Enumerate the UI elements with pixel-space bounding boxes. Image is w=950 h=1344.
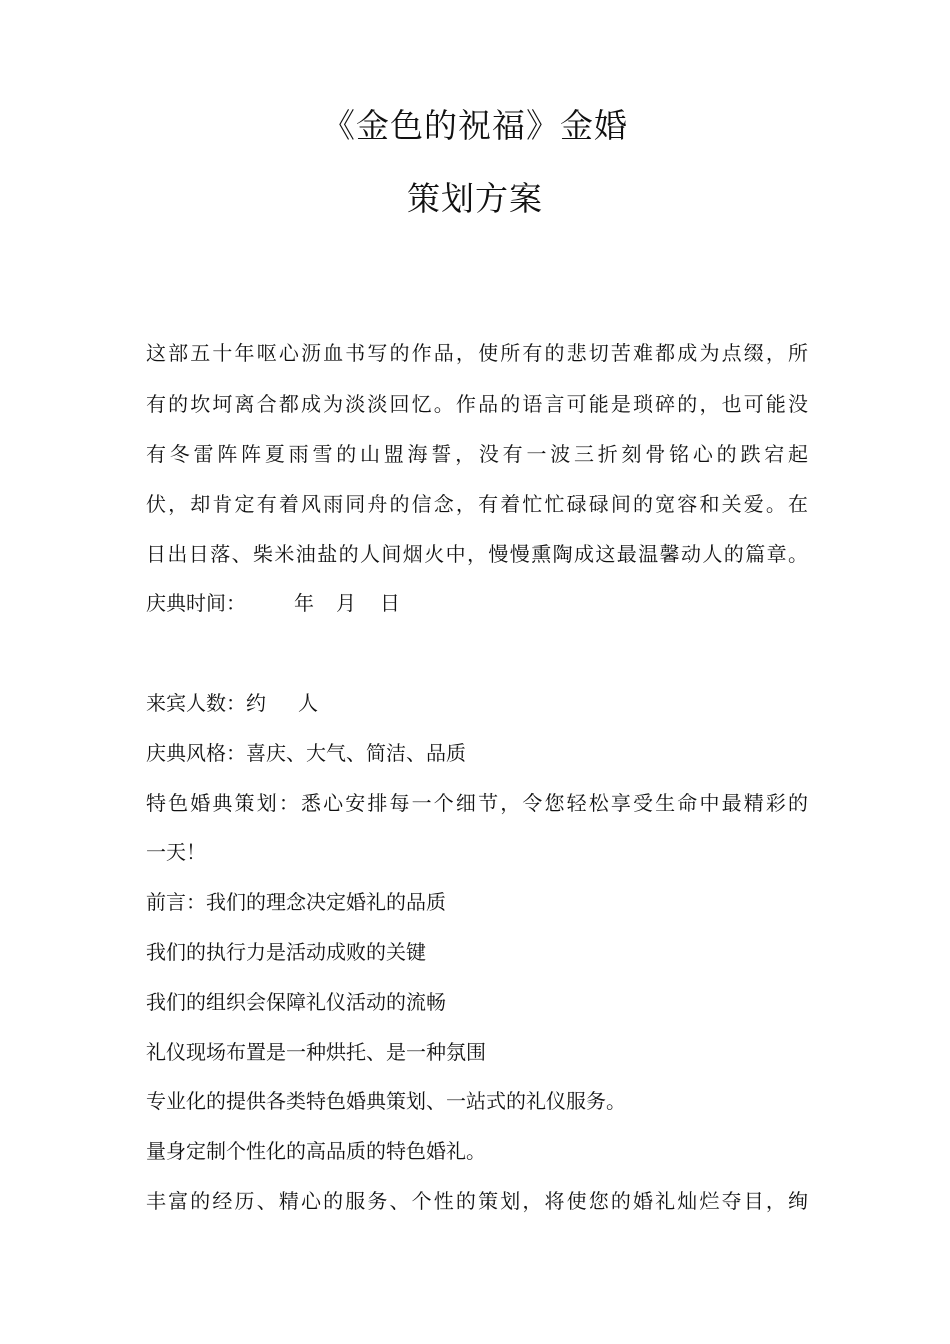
guests-row [146, 689, 318, 717]
document-title-line-1: 《金色的祝福》金婚 [322, 106, 628, 145]
document-title-line-2: 策划方案 [407, 179, 543, 218]
intro-line: 有冬雷阵阵夏雨雪的山盟海誓，没有一波三折刻骨铭心的跌宕起 [146, 442, 808, 466]
feature-line-1: 特色婚典策划：悉心安排每一个细节，令您轻松享受生命中最精彩的 [146, 791, 808, 815]
preface-line: 前言：我们的理念决定婚礼的品质 [146, 890, 446, 914]
preface-line: 量身定制个性化的高品质的特色婚礼。 [146, 1139, 486, 1163]
intro-line: 这部五十年呕心沥血书写的作品，使所有的悲切苦难都成为点缀，所 [146, 341, 808, 365]
guests-unit: 人 [298, 691, 318, 715]
ceremony-time-day: 日 [380, 591, 400, 615]
preface-line: 礼仪现场布置是一种烘托、是一种氛围 [146, 1040, 486, 1064]
feature-line-2: 一天！ [146, 840, 206, 864]
guests-label: 来宾人数：约 [146, 691, 266, 715]
style-line: 庆典风格：喜庆、大气、简洁、品质 [146, 741, 466, 765]
ceremony-time-label: 庆典时间： [146, 591, 246, 615]
intro-line: 有的坎坷离合都成为淡淡回忆。作品的语言可能是琐碎的，也可能没 [146, 392, 808, 416]
intro-line: 伏，却肯定有着风雨同舟的信念，有着忙忙碌碌间的宽容和关爱。在 [146, 492, 808, 516]
ceremony-time-month: 月 [336, 591, 356, 615]
ceremony-time-row [146, 589, 400, 617]
preface-line: 丰富的经历、精心的服务、个性的策划，将使您的婚礼灿烂夺目，绚 [146, 1189, 808, 1213]
preface-line: 我们的执行力是活动成败的关键 [146, 940, 426, 964]
preface-line: 我们的组织会保障礼仪活动的流畅 [146, 990, 446, 1014]
preface-line: 专业化的提供各类特色婚典策划、一站式的礼仪服务。 [146, 1089, 626, 1113]
intro-line: 日出日落、柴米油盐的人间烟火中，慢慢熏陶成这最温馨动人的篇章。 [146, 542, 808, 566]
ceremony-time-year: 年 [294, 591, 314, 615]
